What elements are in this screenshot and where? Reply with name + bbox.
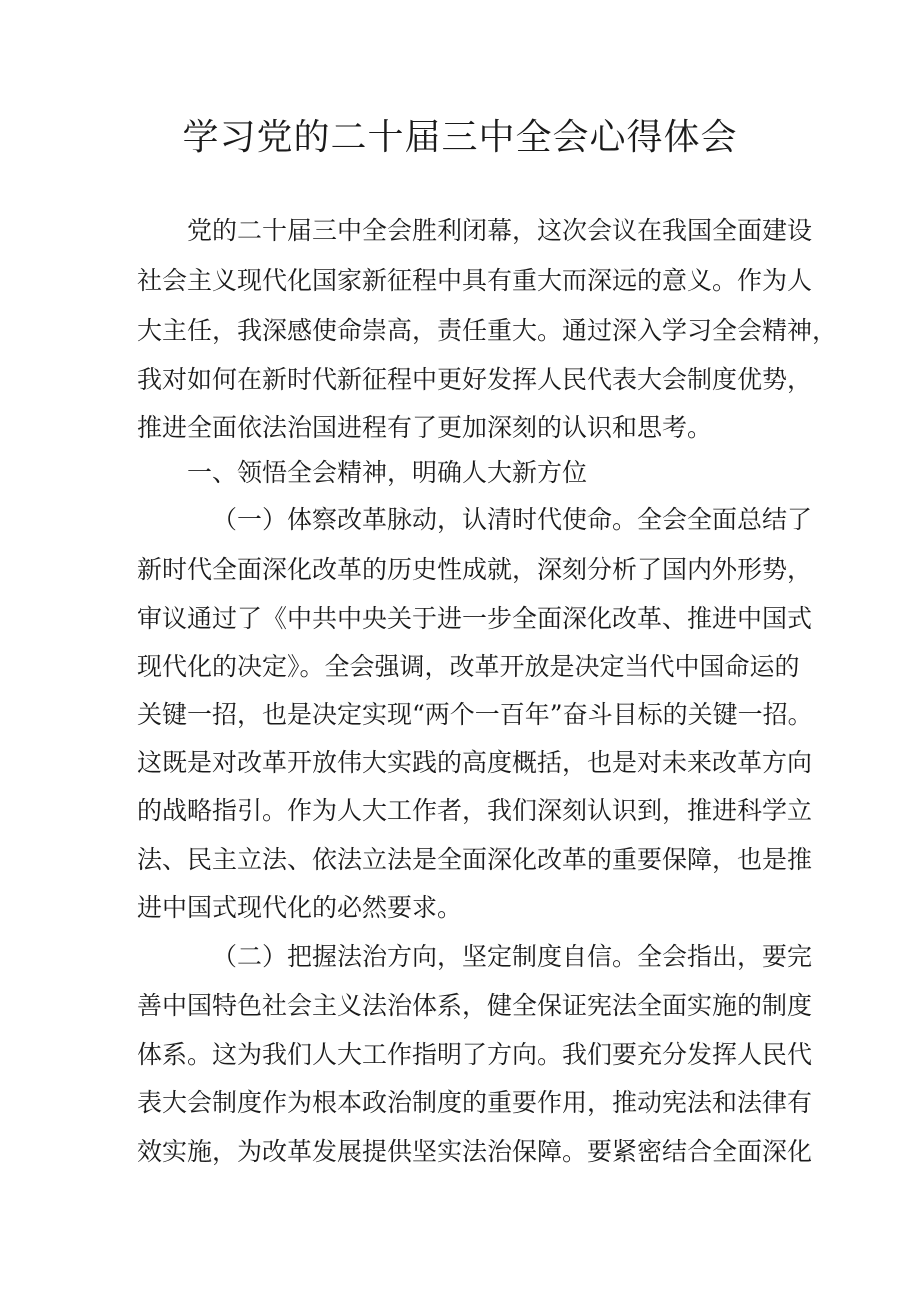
text-line: 党的二十届三中全会胜利闭幕，这次会议在我国全面建设	[187, 216, 813, 245]
text-line: （一）体察改革脉动，认清时代使命。全会全面总结了	[212, 505, 813, 534]
text-line: 审议通过了《中共中央关于进一步全面深化改革、推进中国式	[137, 604, 813, 633]
text-line: 法、民主立法、依法立法是全面深化改革的重要保障，也是推	[137, 845, 813, 874]
text-line: 现代化的决定》。全会强调，改革开放是决定当代中国命运的	[137, 652, 800, 681]
text-line: 我对如何在新时代新征程中更好发挥人民代表大会制度优势，	[137, 365, 813, 394]
text-line: 进中国式现代化的必然要求。	[137, 893, 463, 922]
text-line: 体系。这为我们人大工作指明了方向。我们要充分发挥人民代	[137, 1040, 813, 1069]
document-title: 学习党的二十届三中全会心得体会	[182, 117, 738, 158]
text-line: 推进全面依法治国进程有了更加深刻的认识和思考。	[137, 413, 713, 442]
text-line: 新时代全面深化改革的历史性成就，深刻分析了国内外形势，	[137, 555, 813, 584]
text-line: 表大会制度作为根本政治制度的重要作用，推动宪法和法律有	[137, 1088, 813, 1117]
text-line: 社会主义现代化国家新征程中具有重大而深远的意义。作为人	[137, 266, 813, 295]
text-line: （二）把握法治方向，坚定制度自信。全会指出，要完	[212, 942, 813, 971]
text-line: 效实施，为改革发展提供坚实法治保障。要紧密结合全面深化	[137, 1137, 813, 1166]
text-line: 善中国特色社会主义法治体系，健全保证宪法全面实施的制度	[137, 991, 813, 1020]
section-heading: 一、领悟全会精神，明确人大新方位	[187, 458, 588, 487]
text-line: 大主任，我深感使命崇高，责任重大。通过深入学习全会精神，	[137, 316, 838, 345]
text-line: 的战略指引。作为人大工作者，我们深刻认识到，推进科学立	[137, 796, 813, 825]
text-line: 这既是对改革开放伟大实践的高度概括，也是对未来改革方向	[137, 748, 813, 777]
text-line: 关键一招，也是决定实现“两个一百年”奋斗目标的关键一招。	[137, 700, 813, 729]
